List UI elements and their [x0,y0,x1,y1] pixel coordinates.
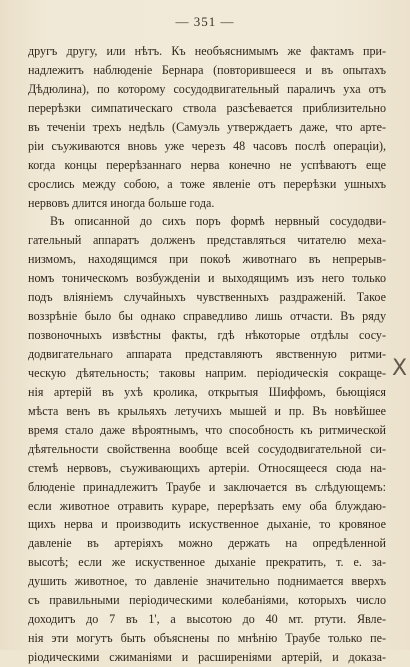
text-line: другъ другу, или нѣтъ. Къ необъяснимымъ же фактамъ при- [28,44,386,58]
text-line: доходитъ до 7 въ 1', а высотою до 40 мт. ртути. Явле- [28,612,386,627]
text-line: дѣятельности свойственна вообще всей сосудодвигательной си- [28,441,386,456]
text-line: надлежитъ наблюденіе Бернара (повторившееся и въ опытахъ [28,62,386,77]
page-body-text [28,42,386,667]
text-line: нервовъ длится иногда больше года. [28,195,215,210]
text-line: ріи съуживаются вновь уже черезъ 48 часовъ послѣ операціи), [28,138,386,153]
text-line: давленіе въ артеріяхъ можно держать на опредѣленной [28,536,386,551]
text-line: нія артерій въ ухѣ кролика, открытыя Шиффомъ, бьющіяся [28,384,386,399]
text-line: щихъ нерва и производить искуственное дыханіе, то кровяное [28,517,386,532]
text-line: если животное отравить кураре, перерѣзать ему оба блуждаю- [28,498,386,513]
text-line: гательный аппаратъ долженъ представляться читателю меха- [28,233,386,248]
text-line: додвигательнаго аппарата представляютъ явственную ритми- [28,347,386,361]
text-line: номъ тоническомъ возбужденіи и выходящимъ изъ него только [28,271,386,286]
text-line: высотѣ; если же искуственное дыханіе прекратить, т. е. за- [28,555,386,570]
text-line: время стало даже вѣроятнымъ, что способность къ ритмической [28,422,386,437]
text-line: душить животное, то давленіе значительно поднимается вверхъ [28,574,386,589]
text-line: перерѣзки симпатическаго ствола разсѣевается приблизительно [28,100,386,115]
text-line: въ теченіи трехъ недѣль (Самуэль утверждаетъ даже, что арте- [28,119,386,134]
text-line: нія эти могутъ быть объяснены по мнѣнію Траубе только пе- [28,631,386,646]
text-line: стемѣ нервовъ, съуживающихъ артеріи. Относящееся сюда на- [28,460,386,475]
text-line: когда концы перерѣзаннаго нерва конечно не успѣваютъ еще [28,157,386,172]
text-line: подъ вліяніемъ случайныхъ чувственныхъ раздраженій. Такое [28,290,386,305]
text-line: мѣста венъ въ крыльяхъ летучихъ мышей и пр. Въ новѣйшее [28,403,386,418]
text-line: срослись между собою, а тоже явленіе отъ перерѣзки ушныхъ [28,176,386,191]
text-line: ческую дѣятельность; таковы наприм. періодическія сокраще- [28,365,386,380]
text-line: Въ описанной до сихъ поръ формѣ нервный сосудодви- [50,214,386,229]
text-line: блюденіе принадлежитъ Траубе и заключается въ слѣдующемъ: [28,479,386,494]
margin-x-mark: X [392,356,408,381]
text-line: позвоночныхъ извѣстны факты, гдѣ нѣкоторые отдѣлы сосу- [28,328,386,343]
text-line: воззрѣніе было бы однако справедливо лишь отчасти. Въ ряду [28,309,386,324]
text-line: низмомъ, находящимся при покоѣ животнаго въ непрерыв- [28,252,386,267]
text-line: съ правильными періодическими колебаніями, которыхъ число [28,593,386,608]
page-number: — 351 — [175,14,235,29]
text-line: ріодическими сжиманіями и расширеніями артерій, и доказа- [28,650,386,664]
text-line: Дѣдюлина), по которому сосудодвигательный параличъ уха отъ [28,81,386,96]
